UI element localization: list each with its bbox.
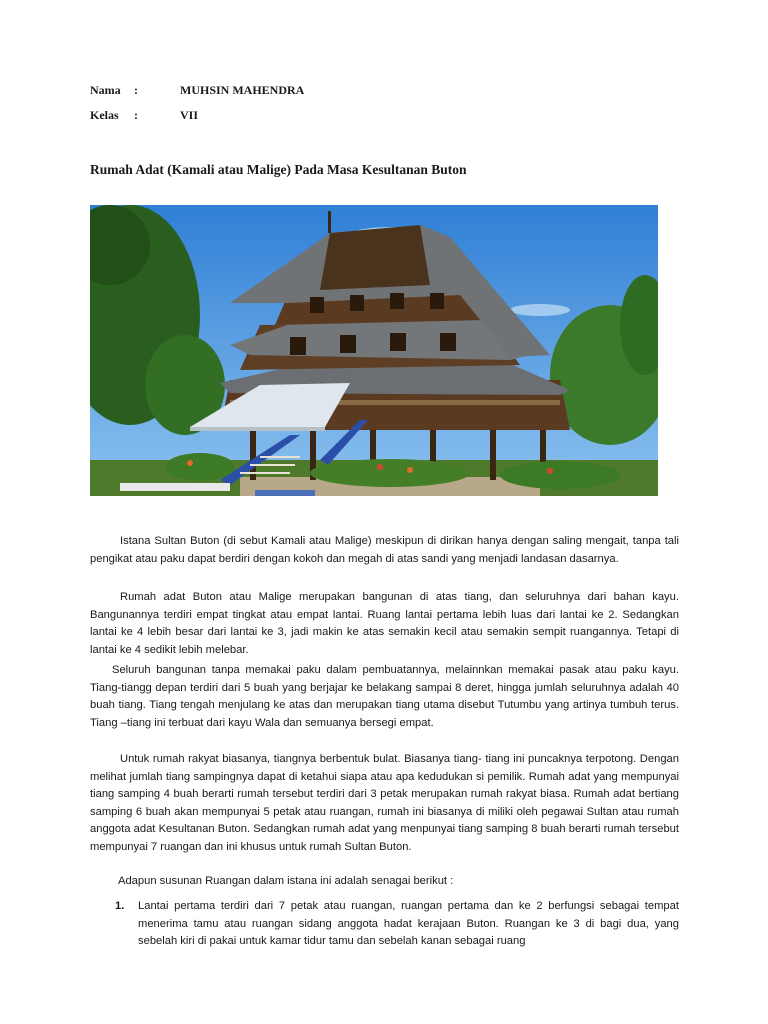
name-colon: : bbox=[134, 83, 138, 97]
body-paragraph bbox=[90, 751, 679, 863]
document-title: Rumah Adat (Kamali atau Malige) Pada Masa Kesultanan Buton bbox=[90, 162, 467, 177]
paragraph-1: Istana Sultan Buton (di sebut Kamali atau Malige) meskipun di dirikan hanya dengan saling mengait, tanpa tali pengikat atau paku dapat berdiri dengan kokoh dan megah di atas sandi yang menjadi landasan dasarnya. bbox=[90, 535, 679, 565]
body-paragraph bbox=[90, 589, 679, 666]
class-value: VII bbox=[180, 108, 199, 122]
name-row bbox=[90, 83, 304, 98]
class-row bbox=[90, 108, 198, 123]
class-colon: : bbox=[134, 108, 138, 122]
name-value: MUHSIN MAHENDRA bbox=[180, 83, 305, 97]
malige-house-photo bbox=[90, 205, 658, 496]
paragraph-5: Adapun susunan Ruangan dalam istana ini adalah senagai berikut : bbox=[118, 875, 454, 887]
body-paragraph bbox=[90, 873, 679, 898]
list-item bbox=[90, 898, 679, 951]
list-item-number: 1. bbox=[115, 900, 125, 912]
paragraph-4: Untuk rumah rakyat biasanya, tiangnya berbentuk bulat. Biasanya tiang- tiang ini puncaknya terpotong. Dengan melihat jumlah tiang sampingnya dapat di ketahui siapa atau apa kedudukan si pemilik. Rumah adat yang mempunyai tiang samping 4 buah berarti rumah tersebut terdiri dari 3 petak merupakan rumah rakyat biasa. Rumah adat bertiang samping 6 buah akan mempunyai 5 petak atau ruangan, rumah ini biasanya di miliki oleh pegawai Sultan atau rumah anggota adat Kesultanan Buton. Sedangkan rumah adat yang menpunyai tiang samping 8 buah berarti rumah tersebut mempunyai 7 ruangan dan ini khusus untuk rumah Sultan Buton. bbox=[90, 753, 679, 853]
list-item-text: Lantai pertama terdiri dari 7 petak atau ruangan, ruangan pertama dan ke 2 berfungsi sebagai tempat menerima tamu atau ruangan sidang anggota hadat kerajaan Buton. Ruangan ke 3 di bagi dua, yang sebelah kiri di pakai untuk kamar tidur tamu dan sebelah kanan sebagai ruang bbox=[138, 900, 679, 947]
name-label: Nama bbox=[90, 83, 121, 97]
body-paragraph bbox=[90, 662, 679, 739]
body-paragraph bbox=[90, 533, 679, 575]
paragraph-3: Seluruh bangunan tanpa memakai paku dalam pembuatannya, melainnkan memakai pasak atau paku kayu. Tiang-tiangg depan terdiri dari 5 buah yang berjajar ke belakang sampai 8 deret, hingga jumlah seluruhnya adalah 40 buah tiang. Tiang tengah menjulang ke atas dan merupakan tiang utama disebut Tutumbu yang artinya tumbuh terus. Tiang –tiang ini terbuat dari kayu Wala dan semuanya bersegi empat. bbox=[90, 664, 679, 729]
room-list bbox=[90, 898, 679, 951]
class-label: Kelas bbox=[90, 108, 119, 122]
paragraph-2: Rumah adat Buton atau Malige merupakan bangunan di atas tiang, dan seluruhnya dari bahan kayu. Bangunannya terdiri empat tingkat atau empat lantai. Ruang lantai pertama lebih luas dari lantai ke 2. Sedangkan lantai ke 4 lebih besar dari lantai ke 3, jadi makin ke atas semakin kecil atau semakin sempit ruangannya. Tetapi di lantai ke 4 sedikit lebih melebar. bbox=[90, 591, 679, 656]
